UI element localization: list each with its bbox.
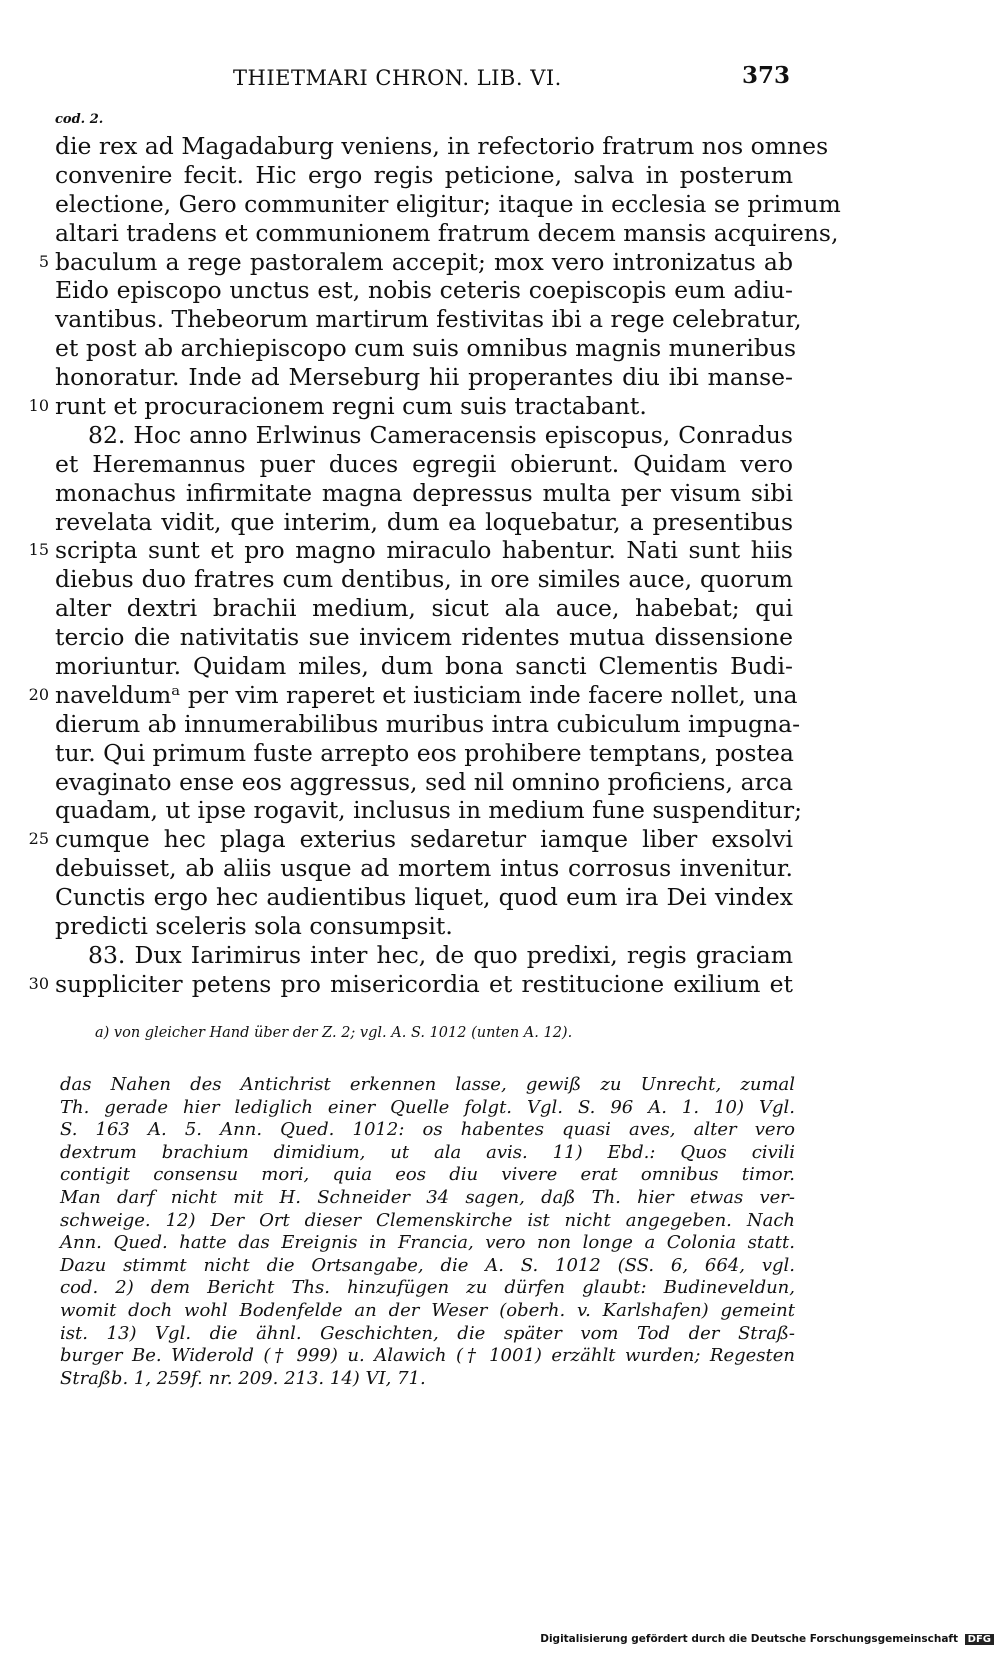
text-line bbox=[55, 508, 793, 537]
line-text: monachus infirmitate magna depressus multa per visum sibi bbox=[55, 478, 793, 507]
line-text: altari tradens et communionem fratrum decem mansis acquirens, bbox=[55, 218, 839, 247]
text-line bbox=[55, 479, 793, 508]
commentary-line: Dazu stimmt nicht die Ortsangabe, die A. S. 1012 (SS. 6, 664, vgl. bbox=[60, 1254, 795, 1276]
text-line bbox=[55, 623, 793, 652]
commentary-line: S. 163 A. 5. Ann. Qued. 1012: os habentes quasi aves, alter vero bbox=[60, 1119, 795, 1141]
text-line bbox=[55, 739, 793, 768]
commentary-line: burger Be. Widerold († 999) u. Alawich († 1001) erzählt wurden; Regesten bbox=[60, 1345, 795, 1367]
line-text: et Heremannus puer duces egregii obierunt. Quidam vero bbox=[55, 449, 793, 478]
text-line bbox=[55, 363, 793, 392]
text-line bbox=[55, 132, 829, 161]
line-text: honoratur. Inde ad Merseburg hii properantes diu ibi manse- bbox=[55, 363, 793, 392]
line-text: evaginato ense eos aggressus, sed nil omnino proficiens, arca bbox=[55, 767, 793, 796]
digitization-credit bbox=[540, 1633, 994, 1645]
line-text: convenire fecit. Hic ergo regis peticione, salva in posterum bbox=[55, 160, 793, 189]
credit-text: Digitalisierung gefördert durch die Deutsche Forschungsgemeinschaft bbox=[540, 1633, 958, 1645]
line-text: naveldumᵃ per vim raperet et iusticiam inde facere nollet, una bbox=[55, 680, 798, 709]
text-line bbox=[55, 334, 797, 363]
line-text: die rex ad Magadaburg veniens, in refectorio fratrum nos omnes bbox=[55, 132, 829, 160]
dfg-logo-icon: DFG bbox=[965, 1634, 994, 1645]
text-line bbox=[55, 161, 793, 190]
commentary-line: Straßb. 1, 259f. nr. 209. 213. 14) VI, 71. bbox=[60, 1367, 426, 1389]
text-line bbox=[55, 565, 793, 594]
text-line bbox=[55, 883, 793, 912]
text-line bbox=[28, 392, 793, 421]
text-line bbox=[28, 680, 798, 710]
commentary-line: das Nahen des Antichrist erkennen lasse, gewiß zu Unrecht, zumal bbox=[60, 1074, 795, 1095]
line-text: tercio die nativitatis sue invicem ridentes mutua dissensione bbox=[55, 623, 793, 652]
line-text: revelata vidit, que interim, dum ea loquebatur, a presentibus bbox=[55, 507, 793, 536]
line-text: debuisset, ab aliis usque ad mortem intus corrosus invenitur. bbox=[55, 854, 793, 883]
line-text: baculum a rege pastoralem accepit; mox vero intronizatus ab bbox=[55, 247, 793, 276]
commentary-line: contigit consensu mori, quia eos diu vivere erat omnibus timor. bbox=[60, 1164, 795, 1186]
commentary-line: Ann. Qued. hatte das Ereignis in Francia, vero non longe a Colonia statt. bbox=[60, 1232, 795, 1254]
line-number: 30 bbox=[28, 973, 49, 993]
text-line bbox=[55, 218, 839, 248]
apparatus-footnote: a) von gleicher Hand über der Z. 2; vgl. A. S. 1012 (unten A. 12). bbox=[95, 1025, 573, 1041]
text-line bbox=[55, 768, 793, 797]
text-line bbox=[55, 709, 801, 739]
commentary-notes bbox=[60, 1074, 795, 1390]
line-text: 83. Dux Iarimirus inter hec, de quo predixi, regis graciam bbox=[88, 940, 793, 969]
line-text: suppliciter petens pro misericordia et restitucione exilium et bbox=[55, 969, 793, 998]
line-text: moriuntur. Quidam miles, dum bona sancti Clementis Budi- bbox=[55, 652, 793, 681]
text-line bbox=[55, 421, 793, 450]
running-title: THIETMARI CHRON. LIB. VI. bbox=[233, 66, 562, 90]
line-text: runt et procuracionem regni cum suis tractabant. bbox=[55, 392, 647, 421]
text-line bbox=[28, 536, 793, 565]
line-text: alter dextri brachii medium, sicut ala auce, habebat; qui bbox=[55, 594, 793, 623]
line-number: 25 bbox=[28, 829, 49, 849]
running-head bbox=[55, 62, 790, 98]
line-text: cumque hec plaga exterius sedaretur iamque liber exsolvi bbox=[55, 825, 793, 854]
text-line bbox=[55, 276, 793, 305]
line-number: 15 bbox=[28, 540, 49, 560]
line-text: quadam, ut ipse rogavit, inclusus in medium fune suspenditur; bbox=[55, 796, 803, 825]
commentary-line: Man darf nicht mit H. Schneider 34 sagen, daß Th. hier etwas ver- bbox=[60, 1186, 795, 1208]
text-line bbox=[55, 652, 793, 681]
commentary-line: dextrum brachium dimidium, ut ala avis. 11) Ebd.: Quos civili bbox=[60, 1141, 795, 1163]
text-line bbox=[55, 912, 793, 941]
commentary-line: cod. 2) dem Bericht Ths. hinzufügen zu dürfen glaubt: Budineveldun, bbox=[60, 1277, 795, 1299]
line-text: Cunctis ergo hec audientibus liquet, quod eum ira Dei vindex bbox=[55, 883, 793, 912]
text-line bbox=[55, 450, 793, 479]
line-text: dierum ab innumerabilibus muribus intra cubiculum impugna- bbox=[55, 709, 801, 738]
text-line bbox=[55, 941, 793, 970]
commentary-line: ist. 13) Vgl. die ähnl. Geschichten, die später vom Tod der Straß- bbox=[60, 1322, 795, 1344]
codex-note: cod. 2. bbox=[55, 112, 104, 127]
commentary-line: womit doch wohl Bodenfelde an der Weser (oberh. v. Karlshafen) gemeint bbox=[60, 1299, 795, 1321]
line-number: 10 bbox=[28, 396, 49, 416]
page-number: 373 bbox=[741, 62, 790, 89]
line-number: 5 bbox=[38, 251, 49, 271]
commentary-line: schweige. 12) Der Ort dieser Clemenskirche ist nicht angegeben. Nach bbox=[60, 1209, 795, 1231]
line-text: electione, Gero communiter eligitur; itaque in ecclesia se primum bbox=[55, 189, 841, 218]
line-text: Eido episcopo unctus est, nobis ceteris coepiscopis eum adiu- bbox=[55, 276, 793, 305]
line-text: tur. Qui primum fuste arrepto eos prohibere temptans, postea bbox=[55, 738, 794, 767]
line-text: scripta sunt et pro magno miraculo habentur. Nati sunt hiis bbox=[55, 536, 793, 565]
line-text: vantibus. Thebeorum martirum festivitas ibi a rege celebratur, bbox=[55, 305, 802, 334]
text-line bbox=[55, 854, 793, 883]
text-line bbox=[28, 969, 793, 999]
line-text: predicti sceleris sola consumpsit. bbox=[55, 912, 453, 941]
line-number: 20 bbox=[28, 684, 49, 704]
text-line bbox=[28, 825, 793, 854]
line-text: et post ab archiepiscopo cum suis omnibus magnis muneribus bbox=[55, 334, 797, 363]
commentary-line: Th. gerade hier lediglich einer Quelle folgt. Vgl. S. 96 A. 1. 10) Vgl. bbox=[60, 1096, 795, 1118]
text-line bbox=[55, 305, 802, 334]
line-text: 82. Hoc anno Erlwinus Cameracensis episcopus, Conradus bbox=[88, 420, 793, 449]
main-text bbox=[28, 132, 841, 999]
text-line bbox=[38, 247, 793, 277]
text-line bbox=[55, 594, 793, 623]
text-line bbox=[55, 189, 841, 219]
text-line bbox=[55, 796, 803, 825]
line-text: diebus duo fratres cum dentibus, in ore similes auce, quorum bbox=[55, 565, 793, 594]
